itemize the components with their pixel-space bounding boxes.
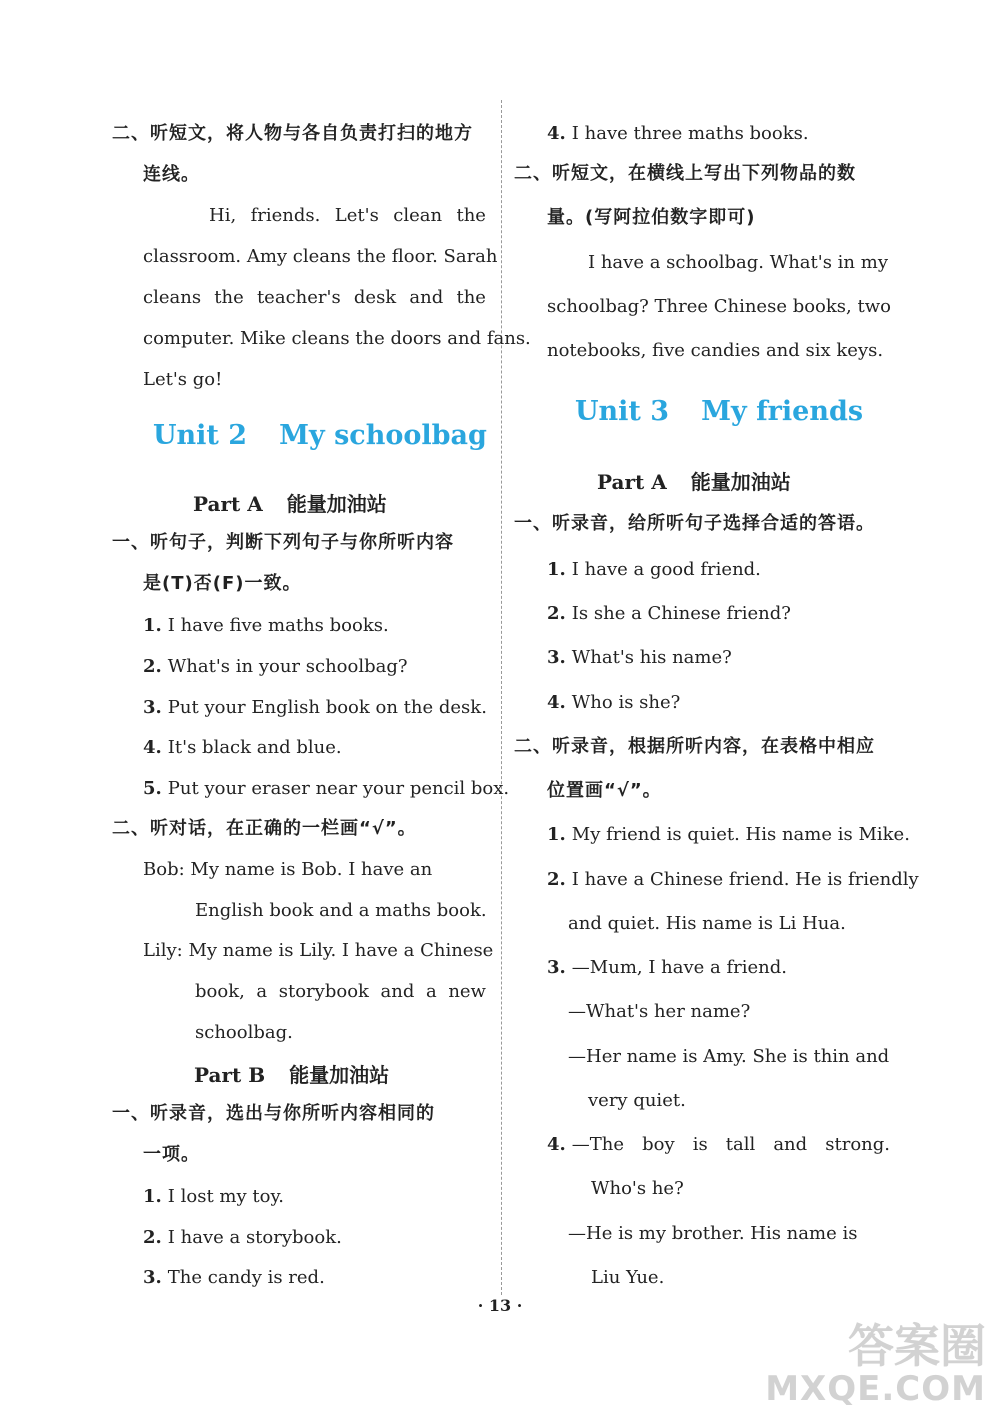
item-number: 5. xyxy=(143,778,162,799)
word: strong. xyxy=(825,1134,890,1155)
part-label: Part A xyxy=(193,492,263,516)
passage-line: computer. Mike cleans the doors and fans. xyxy=(143,328,531,349)
word: and xyxy=(409,287,444,308)
dialogue-text: My name is Lily. I have a Chinese xyxy=(188,940,494,961)
item-number: 2. xyxy=(547,603,566,624)
watermark-logo-text: 答案圈 xyxy=(848,1319,986,1373)
item-text: I have three maths books. xyxy=(571,123,809,144)
dialogue-line xyxy=(143,858,432,882)
item-text: The candy is red. xyxy=(167,1267,325,1288)
word: new xyxy=(448,981,486,1002)
question-heading: 一项。 xyxy=(143,1144,200,1165)
part-heading xyxy=(193,492,387,518)
list-item xyxy=(547,646,732,670)
dialogue-line xyxy=(143,939,493,963)
unit-name: My friends xyxy=(701,396,864,427)
part-label: Part A xyxy=(597,470,667,494)
word: storybook xyxy=(278,981,369,1002)
word: the xyxy=(214,287,244,308)
word: clean xyxy=(393,205,443,226)
item-text: It's black and blue. xyxy=(167,737,342,758)
list-item xyxy=(143,736,342,760)
word: the xyxy=(456,205,486,226)
question-heading: 二、听短文，将人物与各自负责打扫的地方 xyxy=(112,123,473,144)
item-text: What's his name? xyxy=(571,647,732,668)
item-number: 1. xyxy=(143,1186,162,1207)
unit-title xyxy=(153,420,487,451)
item-number: 3. xyxy=(143,1267,162,1288)
passage-line xyxy=(143,286,486,310)
unit-title xyxy=(575,396,863,427)
unit-number: Unit 2 xyxy=(153,420,248,451)
speaker-name: Bob: xyxy=(143,859,185,880)
part-subtitle: 能量加油站 xyxy=(286,492,387,516)
word: teacher's xyxy=(256,287,341,308)
word: and xyxy=(380,981,415,1002)
passage-line: I have a schoolbag. What's in my xyxy=(588,252,888,273)
list-item xyxy=(143,777,509,801)
question-heading: 二、听录音，根据所听内容，在表格中相应 xyxy=(514,736,875,757)
dialogue-line xyxy=(195,980,486,1004)
word: cleans xyxy=(143,287,202,308)
item-text: Is she a Chinese friend? xyxy=(571,603,791,624)
part-subtitle: 能量加油站 xyxy=(289,1063,390,1087)
item-text: Who is she? xyxy=(571,692,681,713)
question-heading: 一、听录音，给所听句子选择合适的答语。 xyxy=(514,513,875,534)
word: Let's xyxy=(334,205,379,226)
speaker-name: Lily: xyxy=(143,940,183,961)
column-divider xyxy=(501,100,502,1295)
question-heading: 二、听对话，在正确的一栏画“√”。 xyxy=(112,818,417,839)
item-text: I have five maths books. xyxy=(167,615,389,636)
item-text: —Mum, I have a friend. xyxy=(571,957,787,978)
word: is xyxy=(692,1134,708,1155)
list-item xyxy=(547,122,809,146)
unit-number: Unit 3 xyxy=(575,396,670,427)
question-heading: 一、听句子，判断下列句子与你所听内容 xyxy=(112,532,454,553)
item-number: 4. xyxy=(547,123,566,144)
word: tall xyxy=(725,1134,756,1155)
question-heading: 二、听短文，在横线上写出下列物品的数 xyxy=(514,163,856,184)
item-text: I have a storybook. xyxy=(167,1227,342,1248)
list-item xyxy=(547,602,791,626)
item-text: I lost my toy. xyxy=(167,1186,284,1207)
dialogue-line: English book and a maths book. xyxy=(195,900,487,921)
question-heading: 量。(写阿拉伯数字即可) xyxy=(547,207,756,228)
passage-line: classroom. Amy cleans the floor. Sarah xyxy=(143,246,498,267)
question-heading: 连线。 xyxy=(143,164,200,185)
word: a xyxy=(256,981,268,1002)
list-item xyxy=(143,655,408,679)
item-number: 2. xyxy=(547,869,566,890)
item-number: 3. xyxy=(547,957,566,978)
item-number: 1. xyxy=(547,824,566,845)
item-text: I have a Chinese friend. He is friendly xyxy=(571,869,919,890)
item-text: Put your English book on the desk. xyxy=(167,697,487,718)
item-text: and quiet. His name is Li Hua. xyxy=(568,913,846,934)
item-text: —Her name is Amy. She is thin and xyxy=(568,1046,890,1067)
list-item xyxy=(143,696,487,720)
passage-line: notebooks, five candies and six keys. xyxy=(547,340,884,361)
passage-line: Let's go! xyxy=(143,369,223,390)
item-text: Put your eraser near your pencil box. xyxy=(167,778,510,799)
item-text: —What's her name? xyxy=(568,1001,751,1022)
question-heading: 一、听录音，选出与你所听内容相同的 xyxy=(112,1103,435,1124)
passage-line xyxy=(209,204,486,228)
dialogue-line: schoolbag. xyxy=(195,1022,293,1043)
question-heading: 位置画“√”。 xyxy=(547,780,662,801)
item-text: Who's he? xyxy=(591,1178,684,1199)
list-item xyxy=(547,868,919,892)
watermark xyxy=(765,1319,986,1409)
list-item xyxy=(143,1226,342,1250)
list-item xyxy=(547,558,761,582)
word: a xyxy=(425,981,437,1002)
item-number: 3. xyxy=(143,697,162,718)
list-item xyxy=(143,614,389,638)
word: —The xyxy=(571,1134,625,1155)
item-text xyxy=(572,1133,890,1157)
list-item xyxy=(547,691,680,715)
page-number: · 13 · xyxy=(477,1296,523,1315)
item-number: 1. xyxy=(547,559,566,580)
item-number: 3. xyxy=(547,647,566,668)
part-label: Part B xyxy=(194,1063,266,1087)
item-text: Liu Yue. xyxy=(591,1267,665,1288)
question-heading: 是(T)否(F)一致。 xyxy=(143,573,302,594)
word: friends. xyxy=(250,205,321,226)
word: book, xyxy=(195,981,245,1002)
part-heading xyxy=(597,470,791,496)
watermark-url: MXQE.COM xyxy=(765,1369,986,1409)
list-item xyxy=(547,1133,890,1157)
list-item xyxy=(143,1185,284,1209)
word: and xyxy=(773,1134,808,1155)
unit-name: My schoolbag xyxy=(279,420,487,451)
item-text: —He is my brother. His name is xyxy=(568,1223,858,1244)
item-text: My friend is quiet. His name is Mike. xyxy=(571,824,910,845)
item-number: 4. xyxy=(547,1134,566,1155)
part-heading xyxy=(194,1063,389,1089)
item-text: What's in your schoolbag? xyxy=(167,656,408,677)
list-item xyxy=(143,1266,325,1290)
part-subtitle: 能量加油站 xyxy=(690,470,791,494)
item-text: I have a good friend. xyxy=(571,559,761,580)
word: the xyxy=(456,287,486,308)
item-number: 4. xyxy=(547,692,566,713)
item-number: 4. xyxy=(143,737,162,758)
item-text: very quiet. xyxy=(588,1090,686,1111)
word: boy xyxy=(642,1134,675,1155)
word: Hi, xyxy=(209,205,237,226)
word: desk xyxy=(353,287,397,308)
dialogue-text: My name is Bob. I have an xyxy=(190,859,433,880)
passage-line: schoolbag? Three Chinese books, two xyxy=(547,296,891,317)
item-number: 2. xyxy=(143,1227,162,1248)
list-item xyxy=(547,823,910,847)
item-number: 2. xyxy=(143,656,162,677)
list-item xyxy=(547,956,787,980)
item-number: 1. xyxy=(143,615,162,636)
